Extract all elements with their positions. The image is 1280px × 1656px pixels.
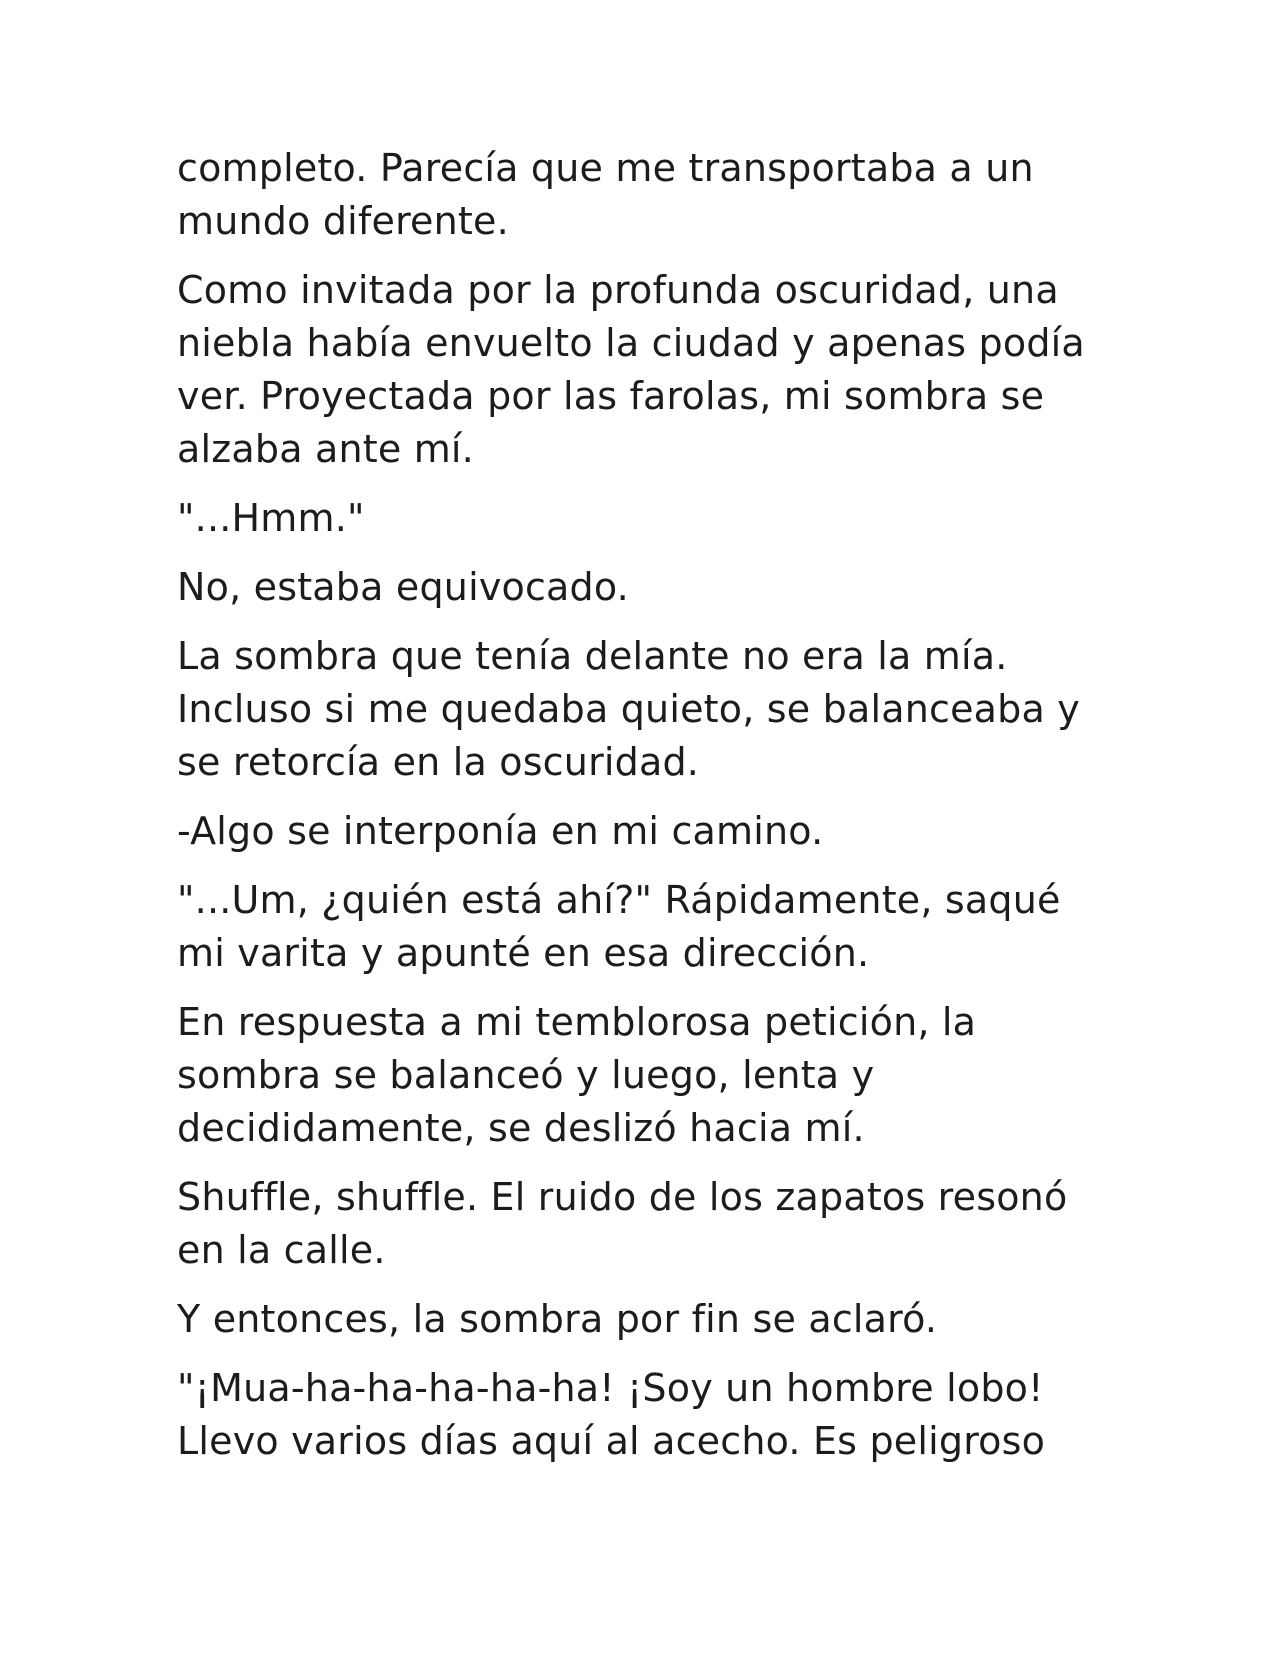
text-line: "¡Mua-ha-ha-ha-ha-ha! ¡Soy un hombre lobo!	[177, 1366, 1044, 1410]
text-line: decididamente, se deslizó hacia mí.	[177, 1106, 865, 1150]
paragraph-9	[177, 1171, 1107, 1277]
paragraph-3	[177, 492, 1107, 545]
paragraph-1	[177, 142, 1107, 248]
text-line: Como invitada por la profunda oscuridad, una	[177, 268, 1059, 312]
paragraph-4	[177, 561, 1107, 614]
paragraph-10	[177, 1293, 1107, 1346]
paragraph-7	[177, 874, 1107, 980]
text-line: Llevo varios días aquí al acecho. Es peligroso	[177, 1419, 1046, 1463]
text-line: ver. Proyectada por las farolas, mi sombra se	[177, 374, 1045, 418]
text-line: "...Um, ¿quién está ahí?" Rápidamente, saqué	[177, 878, 1061, 922]
text-line: se retorcía en la oscuridad.	[177, 740, 700, 784]
text-line: en la calle.	[177, 1228, 386, 1272]
text-line: -Algo se interponía en mi camino.	[177, 809, 824, 853]
paragraph-11	[177, 1362, 1107, 1468]
paragraph-6	[177, 805, 1107, 858]
text-line: mi varita y apunté en esa dirección.	[177, 931, 870, 975]
paragraph-8	[177, 996, 1107, 1155]
text-line: completo. Parecía que me transportaba a un	[177, 146, 1034, 190]
text-line: sombra se balanceó y luego, lenta y	[177, 1053, 875, 1097]
text-body	[177, 142, 1107, 1484]
text-line: "...Hmm."	[177, 496, 365, 540]
paragraph-2	[177, 264, 1107, 476]
text-line: En respuesta a mi temblorosa petición, la	[177, 1000, 977, 1044]
text-line: alzaba ante mí.	[177, 427, 474, 471]
text-line: La sombra que tenía delante no era la mía.	[177, 634, 1008, 678]
text-line: Shuffle, shuffle. El ruido de los zapatos resonó	[177, 1175, 1068, 1219]
text-line: mundo diferente.	[177, 199, 509, 243]
paragraph-5	[177, 630, 1107, 789]
text-line: No, estaba equivocado.	[177, 565, 629, 609]
text-line: Y entonces, la sombra por fin se aclaró.	[177, 1297, 938, 1341]
text-line: Incluso si me quedaba quieto, se balanceaba y	[177, 687, 1080, 731]
text-line: niebla había envuelto la ciudad y apenas podía	[177, 321, 1085, 365]
